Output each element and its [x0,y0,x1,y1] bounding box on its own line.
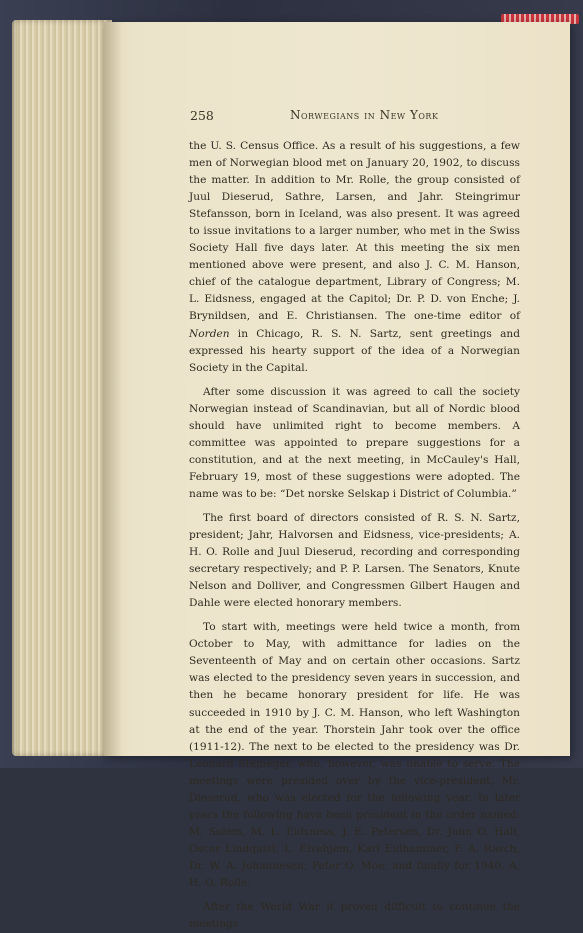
body-text [189,138,520,933]
page-edges [12,20,112,756]
paragraph: The first board of directors consisted of R. S. N. Sartz, president; Jahr, Halvorsen and Eidsness, vice-presidents; A. H. O. Rolle and Juul Dieserud, recording and corresponding secretary respectively; and P. P. Larsen. The Senators, Knute Nelson and Dolliver, and Congressmen Gilbert Haugen and Dahle were elected honorary members. [189,511,520,610]
page-number: 258 [190,108,214,123]
paragraph: After the World War it proved difficult to continue the meetings [189,901,520,931]
paragraph: After some discussion it was agreed to call the society Norwegian instead of Scandinavian, but all of Nordic blood should have unlimited right to become members. A committee was appointed to prepare suggestions for a constitution, and at the next meeting, in McCauley's Hall, February 19, most of these suggestions were adopted. The name was to be: “Det norske Selskap i District of Columbia.” [189,385,520,500]
binding-shadow [104,22,122,756]
paragraph: the U. S. Census Office. As a result of his suggestions, a few men of Norwegian blood met on January 20, 1902, to discuss the matter. In addition to Mr. Rolle, the group consisted of Juul Dieserud, Sathre, Larsen, and Jahr. Steingrimur Stefansson, born in Iceland, was also present. It was agreed to issue invitations to a larger number, who met in the Swiss Society Hall five days later. At this meeting the six men mentioned above were present, and also J. C. M. Hanson, chief of the catalogue department, Library of Congress; M. L. Eidsness, engaged at the Capitol; Dr. P. D. von Enche; J. Brynildsen, and E. Christiansen. The one-time editor of Norden in Chicago, R. S. N. Sartz, sent greetings and expressed his hearty support of the idea of a Norwegian Society in the Capital. [189,140,520,374]
paragraph: To start with, meetings were held twice a month, from October to May, with admittance for ladies on the Seventeenth of May and on certain other occasions. Sartz was elected to the presidency seven years in succession, and then he became honorary president for life. He was succeeded in 1910 by J. C. M. Hanson, who left Washington at the end of the year. Thorstein Jahr took over the office (1911-12). The next to be elected to the presidency was Dr. Leonard Stejneger, who, however, was unable to serve. The meetings were presided over by the vice-president, Mr. Dieserud, who was elected for the following year. In later years the following have been president in the order named: M. Solem, M. L. Eidsness, J. E. Petersen, Dr. John O. Hall, Oscar Lindquist, L. Elvehjem, Karl Eidhammer, F. A. Rasch, Dr. W. A. Johannesen, Peter O. Moe, and finally for 1940, A. H. O. Rolle. [189,621,520,889]
running-head: Norwegians in New York [290,108,439,122]
